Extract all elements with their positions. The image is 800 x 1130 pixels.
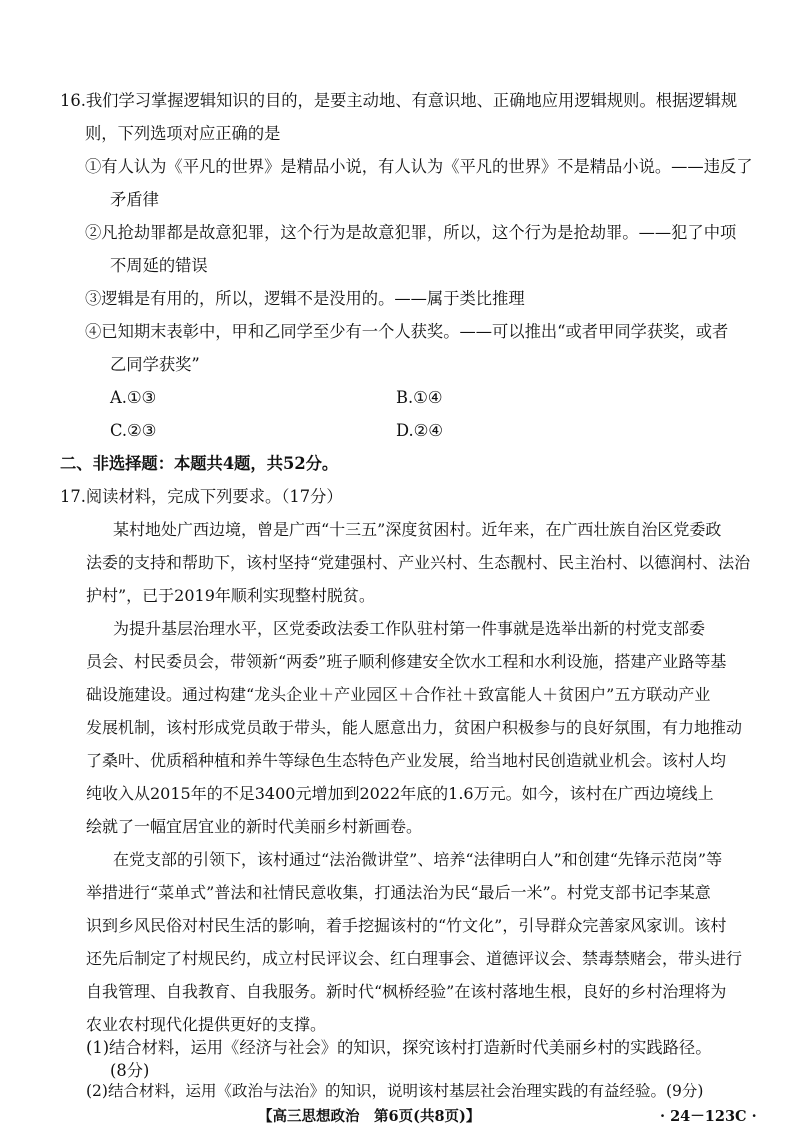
q17-subquestion-1-line-2: (8分) xyxy=(110,1061,150,1080)
q16-item-4-line-1: ④已知期末表彰中，甲和乙同学至少有一个人获奖。——可以推出“或者甲同学获奖，或者 xyxy=(85,322,729,341)
q16-option-a: A.①③ xyxy=(110,388,157,407)
footer-page-label: 【高三思想政治 第6页(共8页)】 xyxy=(258,1108,481,1125)
q17-para-3-line-3: 识到乡风民俗对村民生活的影响，着手挖掘该村的“竹文化”，引导群众完善家风家训。该村 xyxy=(86,916,727,935)
q16-stem-line-2: 则，下列选项对应正确的是 xyxy=(85,124,281,143)
q17-para-2-line-1: 为提升基层治理水平，区党委政法委工作队驻村第一件事就是选举出新的村党支部委 xyxy=(113,619,706,638)
q17-para-2-line-6: 纯收入从2015年的不足3400元增加到2022年底的1.6万元。如今，该村在广西边境线上 xyxy=(86,784,714,803)
q17-para-3-line-5: 自我管理、自我教育、自我服务。新时代“枫桥经验”在该村落地生根，良好的乡村治理将为 xyxy=(86,982,727,1001)
q16-stem-line-1: 16.我们学习掌握逻辑知识的目的，是要主动地、有意识地、正确地应用逻辑规则。根据逻辑规 xyxy=(60,91,738,110)
q16-item-2-line-2: 不周延的错误 xyxy=(110,256,208,275)
q16-item-3-line-1: ③逻辑是有用的，所以，逻辑不是没用的。——属于类比推理 xyxy=(85,289,525,308)
q16-item-2-line-1: ②凡抢劫罪都是故意犯罪，这个行为是故意犯罪，所以，这个行为是抢劫罪。——犯了中项 xyxy=(85,223,737,242)
q17-para-1-line-1: 某村地处广西边境，曾是广西“十三五”深度贫困村。近年来，在广西壮族自治区党委政 xyxy=(113,520,722,539)
q16-option-c: C.②③ xyxy=(110,421,157,440)
q16-option-d: D.②④ xyxy=(396,421,443,440)
section-2-heading: 二、非选择题：本题共4题，共52分。 xyxy=(60,454,339,473)
q17-para-2-line-4: 发展机制，该村形成党员敢于带头，能人愿意出力，贫困户积极参与的良好氛围，有力地推动 xyxy=(86,718,743,737)
q17-para-2-line-7: 绘就了一幅宜居宜业的新时代美丽乡村新画卷。 xyxy=(86,817,423,836)
q17-subquestion-2: (2)结合材料，运用《政治与法治》的知识，说明该村基层社会治理实践的有益经验。(9分) xyxy=(86,1082,704,1100)
q17-subquestion-1-line-1: (1)结合材料，运用《经济与社会》的知识，探究该村打造新时代美丽乡村的实践路径。 xyxy=(86,1038,712,1057)
q17-para-1-line-2: 法委的支持和帮助下，该村坚持“党建强村、产业兴村、生态靓村、民主治村、以德润村、法治 xyxy=(86,553,751,572)
q17-para-3-line-1: 在党支部的引领下，该村通过“法治微讲堂”、培养“法律明白人”和创建“先锋示范岗”等 xyxy=(113,850,723,869)
q17-para-2-line-3: 础设施建设。通过构建“龙头企业＋产业园区＋合作社＋致富能人＋贫困户”五方联动产业 xyxy=(86,685,711,704)
q17-stem: 17.阅读材料，完成下列要求。（17分） xyxy=(60,487,343,506)
q17-para-3-line-6: 农业农村现代化提供更好的支撑。 xyxy=(86,1015,327,1034)
q17-para-3-line-4: 还先后制定了村规民约，成立村民评议会、红白理事会、道德评议会、禁毒禁赌会，带头进行 xyxy=(86,949,743,968)
footer-code: · 24－123C · xyxy=(660,1108,757,1125)
q17-para-2-line-5: 了桑叶、优质稻种植和养牛等绿色生态特色产业发展，给当地村民创造就业机会。该村人均 xyxy=(86,751,727,770)
q17-para-3-line-2: 举措进行“菜单式”普法和社情民意收集，打通法治为民“最后一米”。村党支部书记李某意 xyxy=(86,883,711,902)
q16-item-1-line-2: 矛盾律 xyxy=(110,190,159,209)
q17-para-2-line-2: 员会、村民委员会，带领新“两委”班子顺利修建安全饮水工程和水利设施，搭建产业路等基 xyxy=(86,652,727,671)
q16-item-4-line-2: 乙同学获奖” xyxy=(110,355,200,374)
q16-item-1-line-1: ①有人认为《平凡的世界》是精品小说，有人认为《平凡的世界》不是精品小说。——违反了 xyxy=(85,157,753,176)
q16-option-b: B.①④ xyxy=(396,388,443,407)
q17-para-1-line-3: 护村”，已于2019年顺利实现整村脱贫。 xyxy=(86,586,375,605)
